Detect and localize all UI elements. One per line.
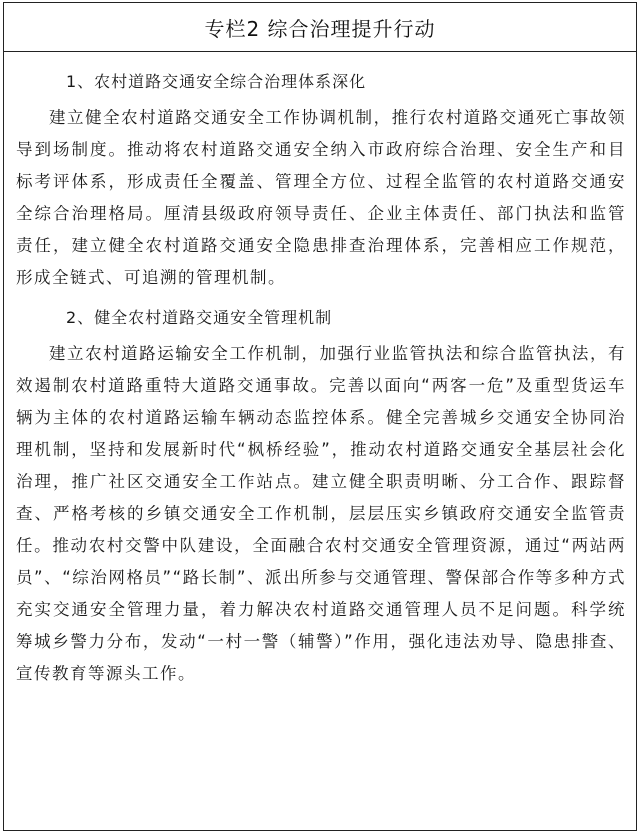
section-body-2: 建立农村道路运输安全工作机制，加强行业监管执法和综合监管执法，有效遏制农村道路重特大道路交通事故。完善以面向“两客一危”及重型货运车辆为主体的农村道路运输车辆动态监控体系。健全完善城乡交通安全协同治理机制，坚持和发展新时代“枫桥经验”，推动农村道路交通安全基层社会化治理，推广社区交通安全工作站点。建立健全职责明晰、分工合作、跟踪督查、严格考核的乡镇交通安全工作机制，层层压实乡镇政府交通安全监管责任。推动农村交警中队建设，全面融合农村交通安全管理资源，通过“两站两员”、“综治网格员”“路长制”、派出所参与交通管理、警保部合作等多种方式充实交通安全管理力量，着力解决农村道路交通管理人员不足问题。科学统筹城乡警力分布，发动“一村一警（辅警）”作用，强化违法劝导、隐患排查、宣传教育等源头工作。 (16, 344, 626, 683)
section-body-1: 建立健全农村道路交通安全工作协调机制，推行农村道路交通死亡事故领导到场制度。推动将农村道路交通安全纳入市政府综合治理、安全生产和目标考评体系，形成责任全覆盖、管理全方位、过程全监管的农村道路交通安全综合治理格局。厘清县级政府领导责任、企业主体责任、部门执法和监管责任，建立健全农村道路交通安全隐患排查治理体系，完善相应工作规范，形成全链式、可追溯的管理机制。 (16, 108, 626, 287)
column-box (3, 2, 637, 831)
section-heading-2: 2、健全农村道路交通安全管理机制 (66, 308, 333, 327)
box-body (4, 52, 636, 690)
section-heading-1: 1、农村道路交通安全综合治理体系深化 (66, 72, 367, 91)
box-title: 专栏2 综合治理提升行动 (4, 3, 636, 52)
